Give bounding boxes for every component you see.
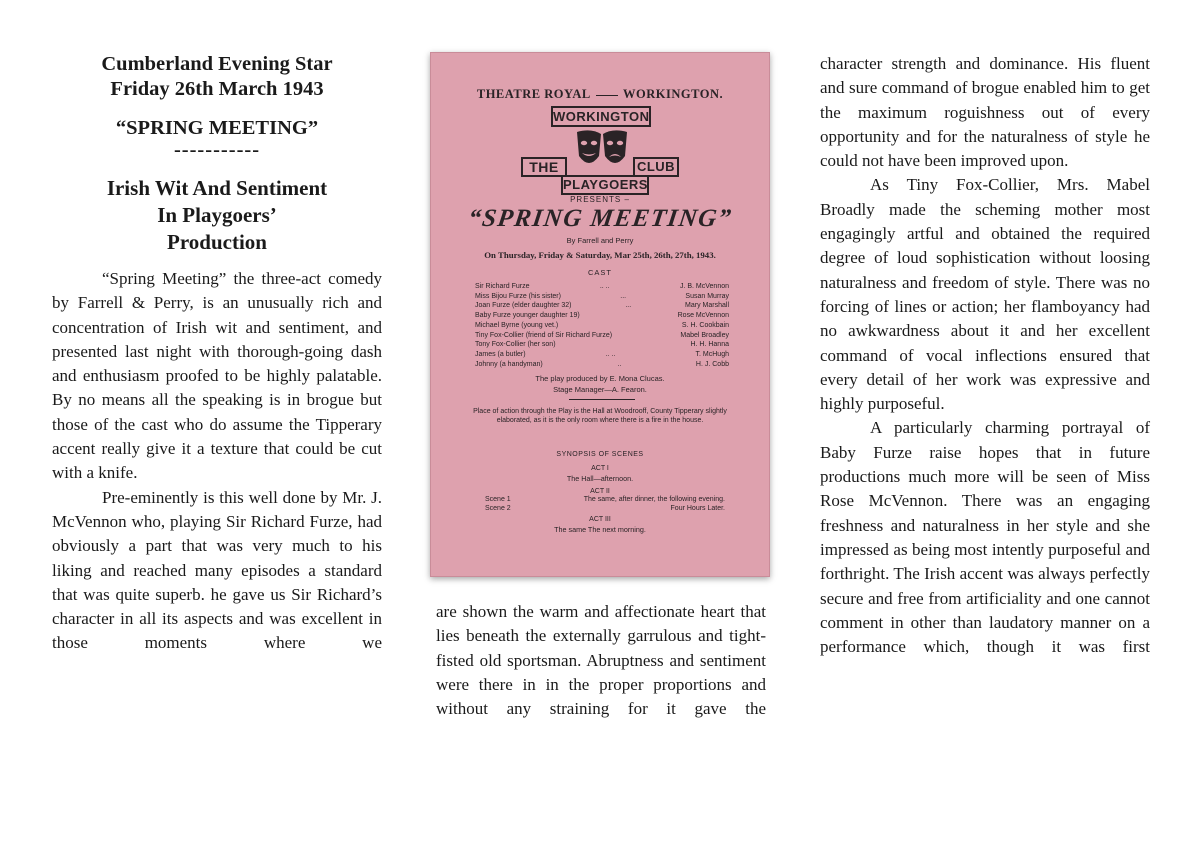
poster-scene-text: The same, after dinner, the following evening. (583, 496, 725, 503)
poster-cast-row (475, 360, 729, 370)
poster-cast-dots: .. .. (599, 283, 610, 290)
title-rule: ----------- (173, 139, 261, 161)
poster-cast-actor: Mary Marshall (685, 302, 729, 310)
poster-presents: PRESENTS – (570, 195, 630, 204)
poster-cast-actor: Rose McVennon (677, 312, 729, 320)
poster-cast-role: Sir Richard Furze (475, 283, 530, 290)
poster-cast-role: Joan Furze (elder daughter 32) (475, 302, 572, 310)
article-paragraph-3: are shown the warm and affectionate heart that lies beneath the externally garrulous and tight-fisted old sportsman. Abruptness and sentiment were there in in the proper proportions and without any straining for it gave the (436, 602, 766, 719)
article-title: “SPRING MEETING” (115, 117, 319, 139)
poster-cast-role: Baby Furze younger daughter 19) (475, 312, 580, 320)
subheading-line-1: Irish Wit And Sentiment (106, 176, 328, 200)
poster-cast-role: James (a butler) (475, 350, 526, 358)
logo-workington: WORKINGTON (551, 106, 651, 127)
poster-scene-label: Scene 1 (485, 496, 511, 503)
middle-column (436, 600, 766, 721)
poster-dates: On Thursday, Friday & Saturday, Mar 25th, 26th, 27th, 1943. (484, 250, 716, 260)
poster-act-1-scene: The Hall—afternoon. (566, 474, 634, 483)
poster-cast-role: Miss Bijou Furze (his sister) (475, 292, 561, 300)
poster-cast-dots: ... (620, 292, 627, 300)
right-column (820, 52, 1150, 659)
poster-cast-row (475, 282, 729, 292)
poster-cast-actor: H. J. Cobb (695, 360, 729, 368)
article-paragraph-6: A particularly charming portrayal of Baby Furze raise hopes that in future productions much more will be seen of Miss Rose McVennon. There was an engaging freshness and naturalness in her style and she impressed as being most intently purposeful and forthright. The Irish accent was always perfectly secure and free from artificiality and one cannot comment in other than laudatory manner on a performance which, though it was first (820, 418, 1150, 657)
poster-cast-dots: .. .. (605, 350, 616, 358)
poster-cast-role: Johnny (a handyman) (475, 360, 543, 368)
article-paragraph-5: As Tiny Fox-Collier, Mrs. Mabel Broadly made the scheming mother most engagingly artful and obtained the required degree of loud sophistication without loosing naturalness and freedom of style. There was no forcing of lines or action; her flamboyancy had no awkwardness about it and her excellent command of vocal inflections ensured that every detail of her work was expressive and highly purposeful. (820, 175, 1150, 414)
poster-cast-dots (580, 311, 678, 321)
poster-cast-dots (612, 331, 680, 341)
subheading-line-2: In Playgoers’ (157, 203, 277, 227)
poster-cast-dots: .. (617, 360, 622, 368)
poster-cast-row (475, 340, 729, 350)
poster-cast-actor: Mabel Broadley (680, 331, 729, 339)
article-paragraph-4: character strength and dominance. His fluent and sure command of brogue enabled him to get the maximum roguishness out of every opportunity and for the naturalness of style he could not have been improved upon. (820, 54, 1150, 171)
poster-cast-role: Tony Fox-Collier (her son) (475, 341, 556, 349)
poster-theatre-name: THEATRE ROYAL (476, 87, 591, 101)
playbill-poster (430, 52, 770, 577)
theatre-masks-icon (567, 126, 637, 176)
logo-club: CLUB (633, 157, 679, 177)
poster-cast-dots (558, 321, 682, 331)
poster-act-2: ACT II (590, 488, 610, 495)
poster-cast-row (475, 311, 729, 321)
newspaper-name: Cumberland Evening Star (101, 53, 333, 75)
poster-cast-heading: CAST (587, 268, 612, 277)
subheading-line-3: Production (167, 230, 267, 254)
poster-authors: By Farrell and Perry (566, 236, 634, 245)
poster-cast-actor: T. McHugh (695, 350, 729, 358)
poster-town-name: WORKINGTON. (623, 87, 724, 101)
poster-cast-row (475, 301, 729, 311)
poster-divider (569, 399, 635, 400)
poster-dash (596, 95, 618, 96)
poster-act-2-scenes (485, 496, 725, 513)
poster-title: “SPRING MEETING” (466, 205, 734, 232)
poster-scene-row (485, 505, 725, 514)
poster-act-3-scene: The same The next morning. (554, 525, 646, 534)
article-paragraph-1: “Spring Meeting” the three-act comedy by Farrell & Perry, is an unusually rich and concentration of Irish wit and sentiment, and presented last night with thorough-going dash and enthusiasm proofed to be highly palatable. By no means all the speaking is in brogue but those of the cast who do assume the Tipperary accent really give it a texture that could be cut with a knife. (52, 269, 382, 483)
article-paragraph-2: Pre-eminently is this well done by Mr. J. McVennon who, playing Sir Richard Furze, had obviously a part that was very much to his liking and reached many episodes a standard that was quite superb. he gave us Sir Richard’s character in all its aspects and was excellent in those moments where we (52, 487, 382, 653)
logo-the: THE (521, 157, 567, 177)
poster-theatre-line (431, 87, 769, 102)
poster-cast-row (475, 331, 729, 341)
poster-place-of-action: Place of action through the Play is the Hall at Woodrooff, County Tipperary slightly elaborated, as it is the only room where there is a fire in the house. (473, 408, 727, 424)
poster-cast-actor: H. H. Hanna (690, 341, 729, 349)
poster-cast-row (475, 350, 729, 360)
poster-cast-dots: ... (625, 302, 632, 310)
poster-scene-row (485, 496, 725, 505)
poster-cast-role: Tiny Fox-Collier (friend of Sir Richard Furze) (475, 331, 613, 339)
left-column (52, 52, 382, 656)
poster-cast-actor: J. B. McVennon (679, 283, 729, 290)
poster-cast-row (475, 321, 729, 331)
poster-cast-role: Michael Byrne (young vet.) (475, 321, 559, 329)
poster-act-1: ACT I (591, 465, 609, 472)
poster-cast-actor: Susan Murray (685, 292, 729, 300)
poster-cast-dots (556, 340, 691, 350)
poster-stage-manager: Stage Manager—A. Fearon. (553, 385, 647, 394)
poster-cast-actor: S. H. Cookbain (681, 321, 729, 329)
poster-scene-label: Scene 2 (485, 504, 511, 512)
poster-synopsis-heading: SYNOPSIS OF SCENES (556, 451, 644, 458)
publication-date: Friday 26th March 1943 (110, 78, 324, 100)
poster-cast-row (475, 292, 729, 302)
poster-act-3: ACT III (589, 516, 611, 523)
poster-cast-list (475, 282, 729, 369)
poster-producer: The play produced by E. Mona Clucas. (535, 374, 665, 383)
poster-scene-text: Four Hours Later. (670, 504, 725, 512)
logo-playgoers: PLAYGOERS (561, 175, 649, 195)
